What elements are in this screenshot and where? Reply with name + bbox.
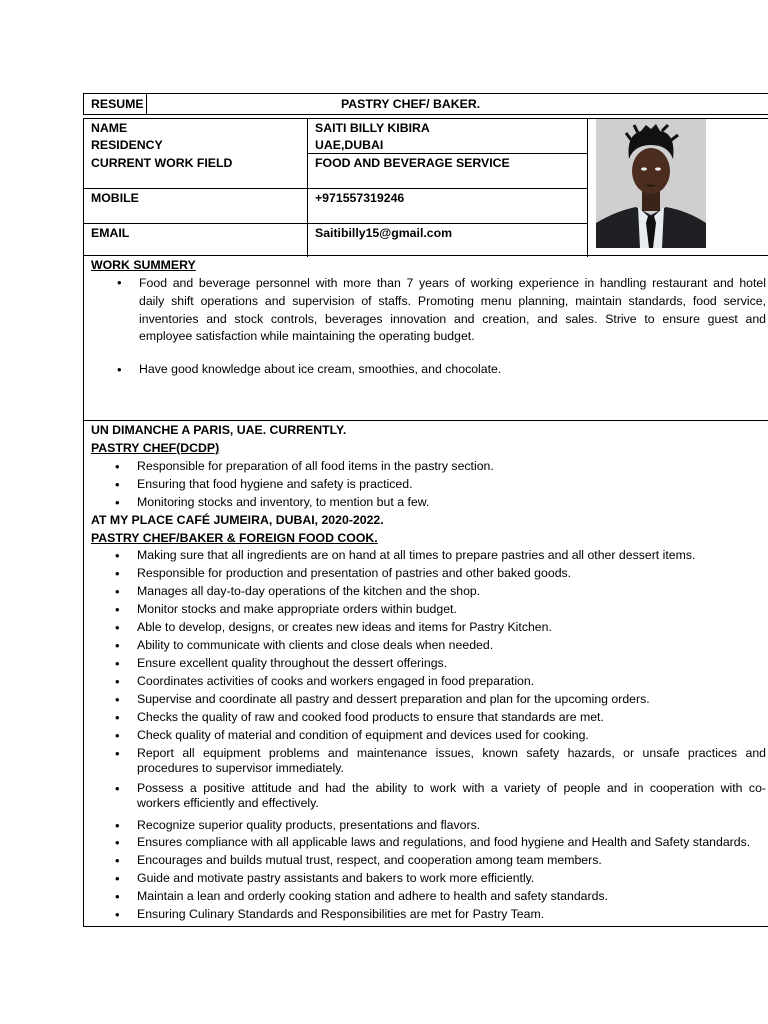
residency-value: UAE,DUBAI — [315, 138, 384, 152]
mobile-value: +971557319246 — [315, 191, 405, 205]
email-value: Saitibilly15@gmail.com — [315, 226, 453, 240]
list-item: • Manages all day-to-day operations of the kitchen and the shop. — [137, 584, 480, 598]
list-item — [137, 781, 766, 810]
summary-paragraph — [139, 275, 766, 346]
residency-label: RESIDENCY — [91, 138, 163, 152]
list-item: • Coordinates activities of cooks and workers engaged in food preparation. — [137, 674, 534, 688]
list-item: • Guide and motivate pastry assistants and bakers to work more efficiently. — [137, 871, 534, 885]
portrait-image — [596, 119, 706, 248]
list-item: • Ensuring that food hygiene and safety is practiced. — [137, 477, 413, 491]
summary-line: inventories and stock controls, beverages innovation and creation, and sales. Strive to ensure guest and — [139, 311, 766, 326]
list-item: • Able to develop, designs, or creates new ideas and items for Pastry Kitchen. — [137, 620, 552, 634]
role-heading: PASTRY CHEF/BAKER & FOREIGN FOOD COOK. — [91, 531, 378, 545]
employer-heading: AT MY PLACE CAFÉ JUMEIRA, DUBAI, 2020-2022. — [91, 513, 384, 527]
list-item: • Ensuring Culinary Standards and Responsibilities are met for Pastry Team. — [137, 907, 544, 921]
experience-section — [83, 421, 768, 927]
duty-line: • Report all equipment problems and maintenance issues, known safety hazards, or unsafe practices and — [137, 746, 766, 760]
name-value: SAITI BILLY KIBIRA — [315, 121, 430, 135]
list-item — [137, 746, 766, 775]
column-divider — [587, 119, 588, 257]
list-item — [139, 362, 501, 376]
resume-header-row — [83, 93, 768, 115]
row-divider — [84, 188, 587, 189]
personal-info-table — [83, 118, 768, 256]
duty-line: workers efficiently and effectively. — [137, 796, 319, 810]
list-item: • Responsible for preparation of all food items in the pastry section. — [137, 459, 494, 473]
list-item: • Check quality of material and condition of equipment and devices used for cooking. — [137, 728, 589, 742]
name-label: NAME — [91, 121, 128, 135]
list-item: • Making sure that all ingredients are on hand at all times to prepare pastries and all other dessert items. — [137, 548, 695, 562]
duty-line: • Possess a positive attitude and had the ability to work with a variety of people and in cooperation with co- — [137, 781, 766, 795]
row-divider — [84, 223, 587, 224]
role-heading: PASTRY CHEF(DCDP) — [91, 441, 220, 455]
resume-label: RESUME — [91, 97, 144, 111]
summary-line: daily shift operations and supervision of staffs. Promoting menu planning, maintain standards, food service, — [139, 293, 766, 308]
mobile-label: MOBILE — [91, 191, 139, 205]
list-item: • Responsible for production and presentation of pastries and other baked goods. — [137, 566, 571, 580]
duty-line: procedures to supervisor immediately. — [137, 761, 344, 775]
list-item — [139, 275, 766, 346]
list-item: • Encourages and builds mutual trust, respect, and cooperation among team members. — [137, 853, 602, 867]
email-label: EMAIL — [91, 226, 130, 240]
work-field-label: CURRENT WORK FIELD — [91, 156, 233, 170]
section-heading: WORK SUMMERY — [91, 258, 196, 272]
page-title: PASTRY CHEF/ BAKER. — [341, 97, 481, 111]
list-item: • Maintain a lean and orderly cooking station and adhere to health and safety standards. — [137, 889, 608, 903]
list-item: • Monitor stocks and make appropriate orders within budget. — [137, 602, 457, 616]
summary-line: Have good knowledge about ice cream, smoothies, and chocolate. — [139, 362, 502, 376]
list-item: • Supervise and coordinate all pastry and dessert preparation and plan for the upcoming orders. — [137, 692, 650, 706]
work-field-value: FOOD AND BEVERAGE SERVICE — [315, 156, 510, 170]
list-item: • Ensure excellent quality throughout the dessert offerings. — [137, 656, 447, 670]
employer-heading: UN DIMANCHE A PARIS, UAE. CURRENTLY. — [91, 423, 347, 437]
summary-line: employee satisfaction while maintaining the operating budget. — [139, 329, 475, 344]
list-item: • Ensures compliance with all applicable laws and regulations, and food hygiene and Health and Safety standards. — [137, 835, 750, 849]
list-item: • Recognize superior quality products, presentations and flavors. — [137, 818, 480, 832]
list-item: • Monitoring stocks and inventory, to mention but a few. — [137, 495, 429, 509]
resume-label-cell — [84, 94, 147, 114]
list-item: • Ability to communicate with clients and close deals when needed. — [137, 638, 493, 652]
summary-line: • Food and beverage personnel with more than 7 years of working experience in handling restaurant and hotel — [139, 276, 766, 290]
profile-photo — [596, 119, 706, 248]
work-summary-section — [83, 256, 768, 421]
row-divider — [307, 153, 587, 154]
list-item: • Checks the quality of raw and cooked food products to ensure that standards are met. — [137, 710, 604, 724]
